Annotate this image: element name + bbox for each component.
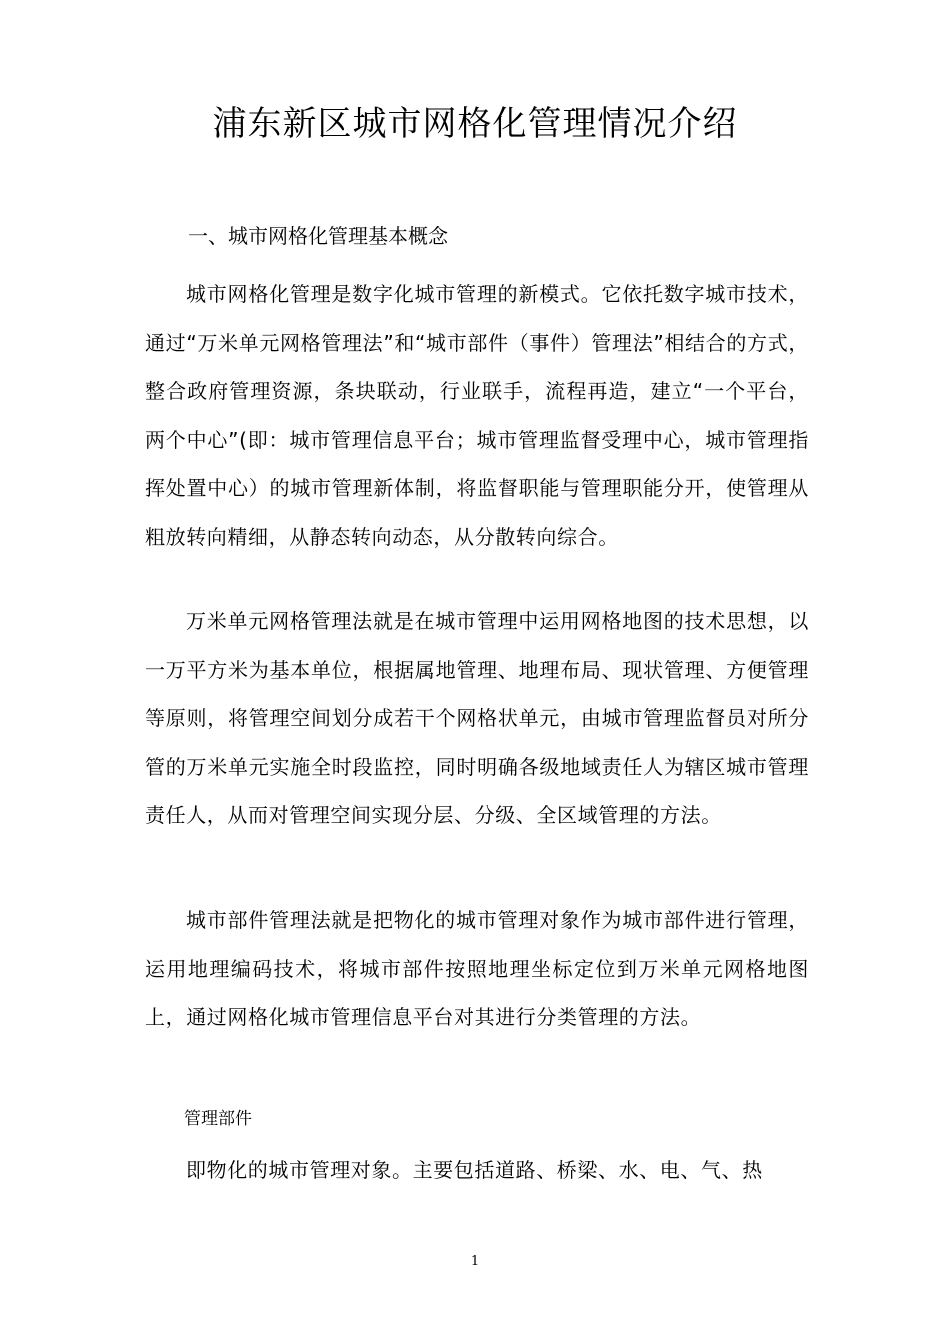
sub-heading-components: 管理部件 bbox=[184, 1109, 252, 1129]
paragraph-component-method: 城市部件管理法就是把物化的城市管理对象作为城市部件进行管理，运用地理编码技术，将城市部件按照地理坐标定位到万米单元网格地图上，通过网格化城市管理信息平台对其进行分类管理的方法。 bbox=[145, 908, 809, 1029]
paragraph-components-definition: 即物化的城市管理对象。主要包括道路、桥梁、水、电、气、热 bbox=[186, 1158, 763, 1182]
section-heading: 一、城市网格化管理基本概念 bbox=[188, 224, 448, 248]
paragraph-grid-management-concept: 城市网格化管理是数字化城市管理的新模式。它依托数字城市技术，通过“万米单元网格管理法”和“城市部件（事件）管理法”相结合的方式，整合政府管理资源，条块联动，行业联手，流程再造，建立“一个平台，两个中心”(即：城市管理信息平台；城市管理监督受理中心，城市管理指挥处置中心）的城市管理新体制，将监督职能与管理职能分开，使管理从粗放转向精细，从静态转向动态，从分散转向综合。 bbox=[145, 282, 809, 549]
document-title: 浦东新区城市网格化管理情况介绍 bbox=[212, 104, 738, 144]
page-number: 1 bbox=[470, 1254, 480, 1269]
paragraph-grid-unit-method: 万米单元网格管理法就是在城市管理中运用网格地图的技术思想，以一万平方米为基本单位，根据属地管理、地理布局、现状管理、方便管理等原则，将管理空间划分成若干个网格状单元，由城市管理监督员对所分管的万米单元实施全时段监控，同时明确各级地域责任人为辖区城市管理责任人，从而对管理空间实现分层、分级、全区域管理的方法。 bbox=[145, 609, 809, 827]
